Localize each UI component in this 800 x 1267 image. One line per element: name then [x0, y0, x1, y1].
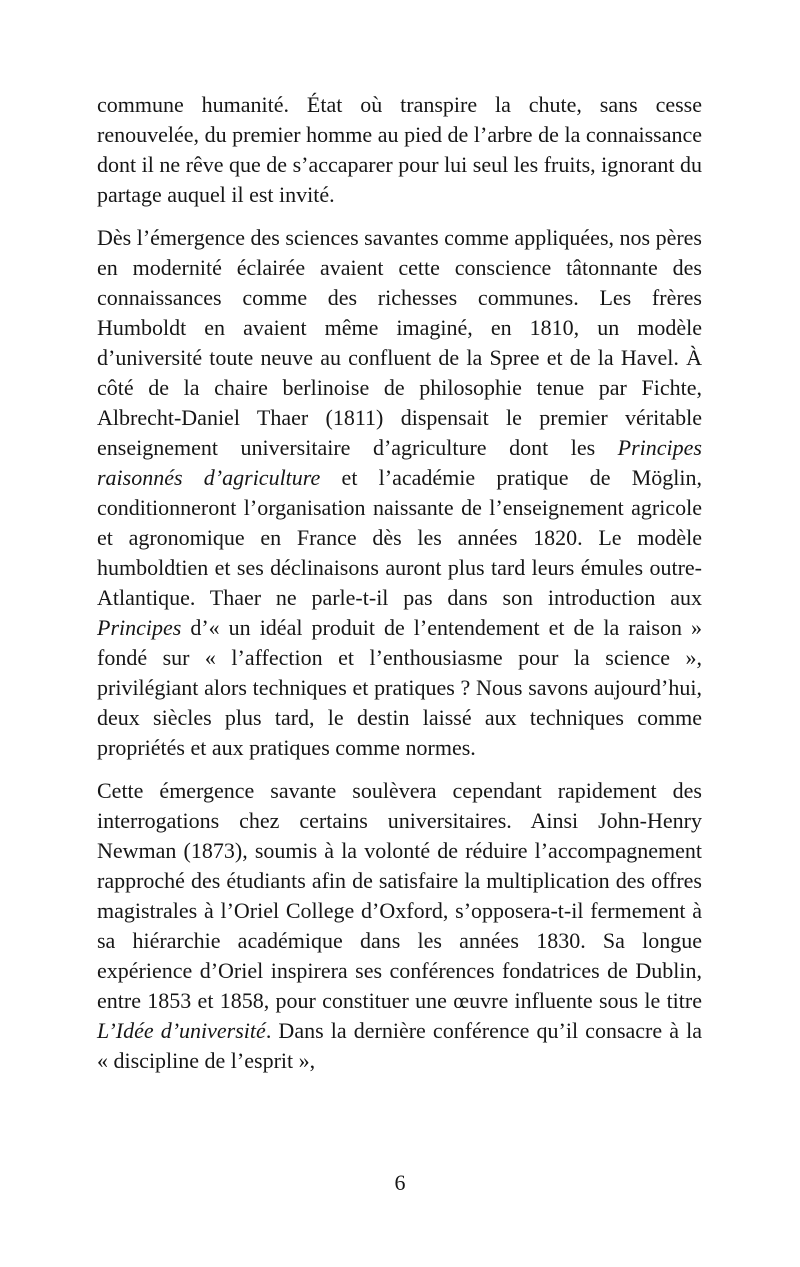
paragraph	[97, 223, 702, 763]
text-run: et l’académie pratique de Möglin, conditionneront l’organisation naissante de l’enseignement agricole et agronomique en France dès les années 1820. Le modèle humboldtien et ses déclinaisons auront plus tard leurs émules outre-Atlantique. Thaer ne parle-t-il pas dans son introduction aux	[97, 465, 703, 610]
paragraph	[97, 90, 702, 210]
page-text	[97, 90, 702, 1076]
text-run: Cette émergence savante soulèvera cependant rapidement des interrogations chez certains universitaires. Ainsi John-Henry Newman (1873), soumis à la volonté de réduire l’accompagnement rapproché des étudiants afin de satisfaire la multiplication des offres magistrales à l’Oriel College d’Oxford, s’opposera-t-il fermement à sa hiérarchie académique dans les années 1830. Sa longue expérience d’Oriel inspirera ses conférences fondatrices de Dublin, entre 1853 et 1858, pour constituer une œuvre influente sous le titre	[97, 778, 702, 1013]
text-run: Dès l’émergence des sciences savantes comme appliquées, nos pères en modernité éclairée avaient cette conscience tâtonnante des connaissances comme des richesses communes. Les frères Humboldt en avaient même imaginé, en 1810, un modèle d’université toute neuve au confluent de la Spree et de la Havel. À côté de la chaire berlinoise de philosophie tenue par Fichte, Albrecht-Daniel Thaer (1811) dispensait le premier véritable enseignement universitaire d’agriculture dont les	[97, 225, 702, 460]
paragraph	[97, 776, 702, 1076]
text-run: commune humanité. État où transpire la chute, sans cesse renouvelée, du premier homme au pied de l’arbre de la connaissance dont il ne rêve que de s’accaparer pour lui seul les fruits, ignorant du partage auquel il est invité.	[97, 92, 702, 207]
italic-title-text: Principes raisonnés d’agriculture	[97, 435, 702, 490]
text-run: . Dans la dernière conférence qu’il consacre à la « discipline de l’esprit »,	[97, 1018, 703, 1073]
italic-title-text: L’Idée d’université	[97, 1018, 266, 1043]
italic-title-text: Principes	[97, 615, 182, 640]
page-number: 6	[394, 1170, 406, 1195]
text-run: d’« un idéal produit de l’entendement et de la raison » fondé sur « l’affection et l’enthousiasme pour la science », privilégiant alors techniques et pratiques ? Nous savons aujourd’hui, deux siècles plus tard, le destin laissé aux techniques comme propriétés et aux pratiques comme normes.	[97, 615, 702, 760]
